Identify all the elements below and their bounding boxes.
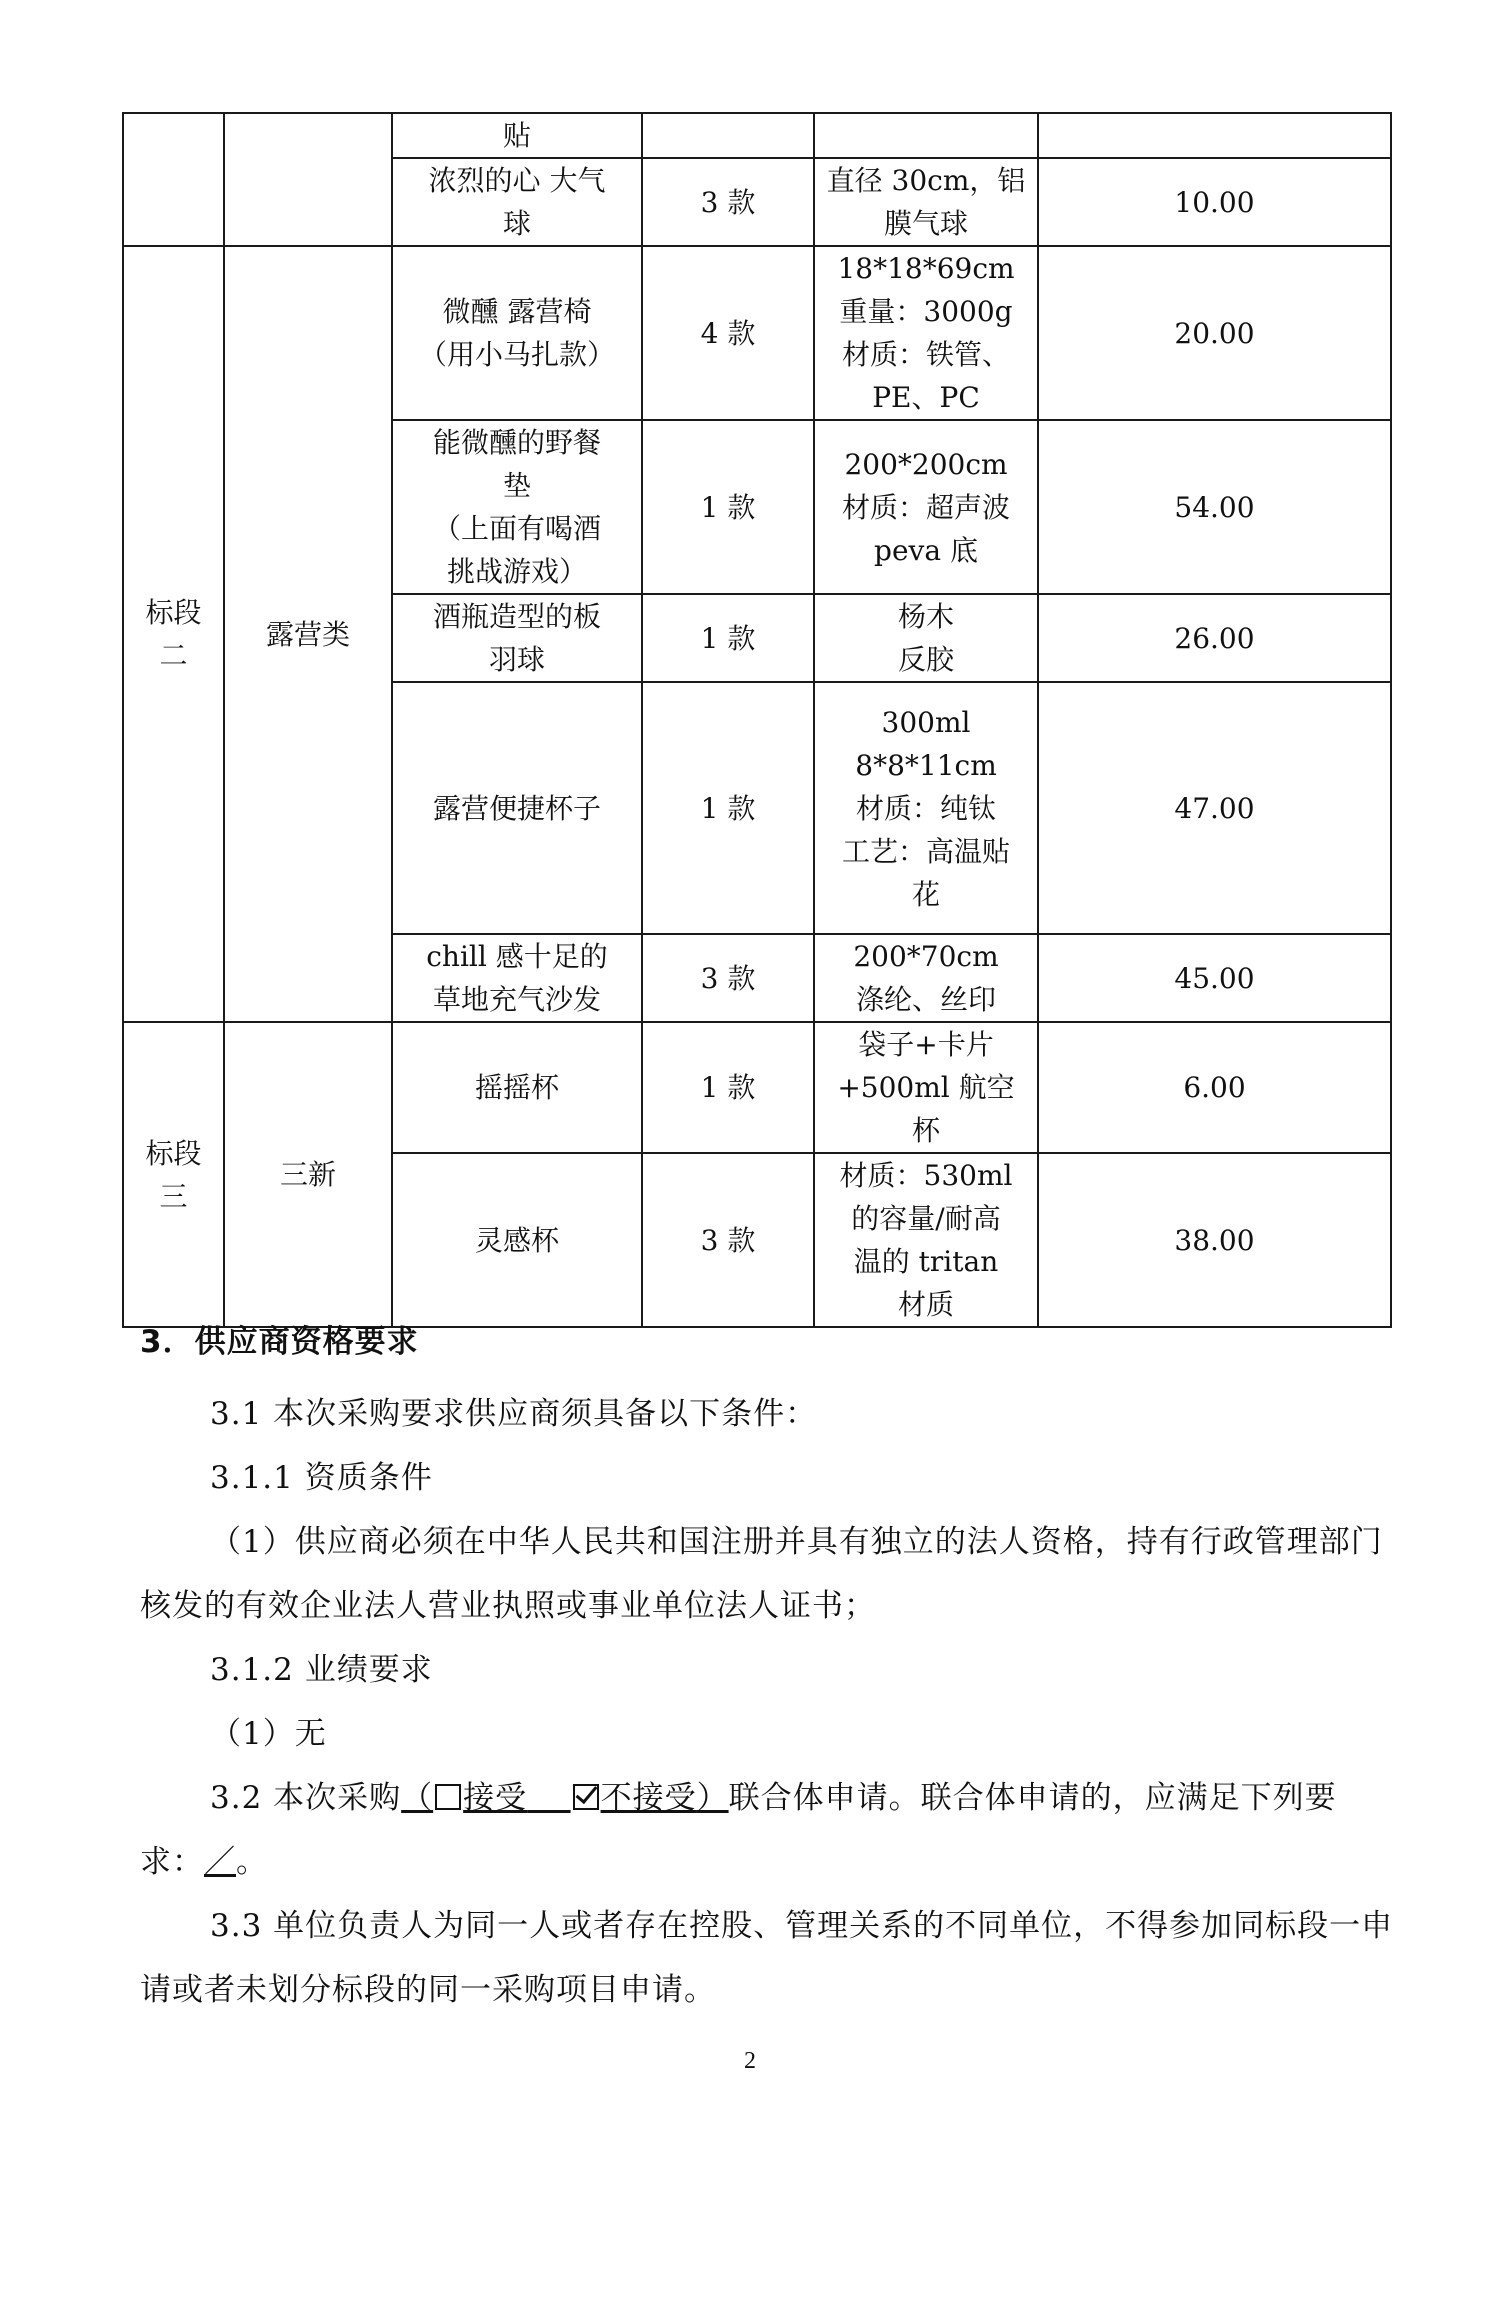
category-cell: 三新	[224, 1022, 392, 1327]
paragraph-3-1: 3.1 本次采购要求供应商须具备以下条件：	[210, 1396, 818, 1432]
item-qty-cell: 1 款	[642, 420, 814, 594]
paragraph-3-1-1: 3.1.1 资质条件	[210, 1460, 433, 1496]
item-name-cell: 酒瓶造型的板 羽球	[392, 594, 642, 682]
page-number: 2	[744, 2048, 756, 2074]
item-price-cell: 6.00	[1038, 1022, 1391, 1153]
paragraph-3-2: 3.2 本次采购（ 接受 不接受）联合体申请。联合体申请的，应满足下列要求：／。	[140, 1780, 1337, 1880]
table-row	[123, 246, 1391, 420]
item-price-cell: 20.00	[1038, 246, 1391, 420]
item-spec-cell: 袋子+卡片 +500ml 航空 杯	[814, 1022, 1038, 1153]
table-row	[123, 113, 1391, 158]
paragraph-3-1-2: 3.1.2 业绩要求	[210, 1652, 433, 1688]
category-cell: 露营类	[224, 246, 392, 1022]
category-cell-empty	[224, 113, 392, 246]
lot-cell-empty	[123, 113, 224, 246]
paragraph-qualification: （1）供应商必须在中华人民共和国注册并具有独立的法人资格，持有行政管理部门核发的有效企业法人营业执照或事业单位法人证书；	[140, 1524, 1383, 1624]
item-name-cell: 微醺 露营椅 （用小马扎款）	[392, 246, 642, 420]
item-qty-cell: 3 款	[642, 158, 814, 246]
item-spec-cell: 200*200cm 材质：超声波 peva 底	[814, 420, 1038, 594]
paragraph-3-3: 3.3 单位负责人为同一人或者存在控股、管理关系的不同单位，不得参加同标段一申请或者未划分标段的同一采购项目申请。	[140, 1908, 1394, 2008]
item-price-cell: 38.00	[1038, 1153, 1391, 1327]
table-row	[123, 1022, 1391, 1153]
item-name-cell: 露营便捷杯子	[392, 682, 642, 934]
lot-label-cell: 标段 二	[123, 246, 224, 1022]
item-spec-cell: 18*18*69cm 重量：3000g 材质：铁管、 PE、PC	[814, 246, 1038, 420]
item-name-cell: chill 感十足的 草地充气沙发	[392, 934, 642, 1022]
item-price-cell: 45.00	[1038, 934, 1391, 1022]
item-qty-cell: 4 款	[642, 246, 814, 420]
item-price-cell: 54.00	[1038, 420, 1391, 594]
item-spec-cell: 300ml 8*8*11cm 材质：纯钛 工艺：高温贴 花	[814, 682, 1038, 934]
item-name-cell: 能微醺的野餐 垫 （上面有喝酒 挑战游戏）	[392, 420, 642, 594]
item-name-cell: 贴	[392, 113, 642, 158]
item-name-cell: 灵感杯	[392, 1153, 642, 1327]
item-qty-cell	[642, 113, 814, 158]
item-qty-cell: 3 款	[642, 934, 814, 1022]
checkbox-reject-checked-icon	[573, 1784, 599, 1810]
item-qty-cell: 3 款	[642, 1153, 814, 1327]
item-price-cell	[1038, 113, 1391, 158]
item-spec-cell	[814, 113, 1038, 158]
item-spec-cell: 200*70cm 涤纶、丝印	[814, 934, 1038, 1022]
item-name-cell: 摇摇杯	[392, 1022, 642, 1153]
procurement-items-table	[122, 112, 1392, 1328]
item-price-cell: 47.00	[1038, 682, 1391, 934]
lot-label-cell: 标段 三	[123, 1022, 224, 1327]
checkbox-accept-icon	[435, 1784, 461, 1810]
item-qty-cell: 1 款	[642, 682, 814, 934]
item-price-cell: 26.00	[1038, 594, 1391, 682]
section-heading: 3．供应商资格要求	[140, 1324, 419, 1360]
item-qty-cell: 1 款	[642, 1022, 814, 1153]
item-qty-cell: 1 款	[642, 594, 814, 682]
item-price-cell: 10.00	[1038, 158, 1391, 246]
item-spec-cell: 材质：530ml 的容量/耐高 温的 tritan 材质	[814, 1153, 1038, 1327]
consortium-options: （ 接受 不接受）	[401, 1780, 729, 1816]
paragraph-performance: （1）无	[210, 1716, 327, 1752]
item-spec-cell: 直径 30cm，铝 膜气球	[814, 158, 1038, 246]
item-name-cell: 浓烈的心 大气 球	[392, 158, 642, 246]
item-spec-cell: 杨木 反胶	[814, 594, 1038, 682]
